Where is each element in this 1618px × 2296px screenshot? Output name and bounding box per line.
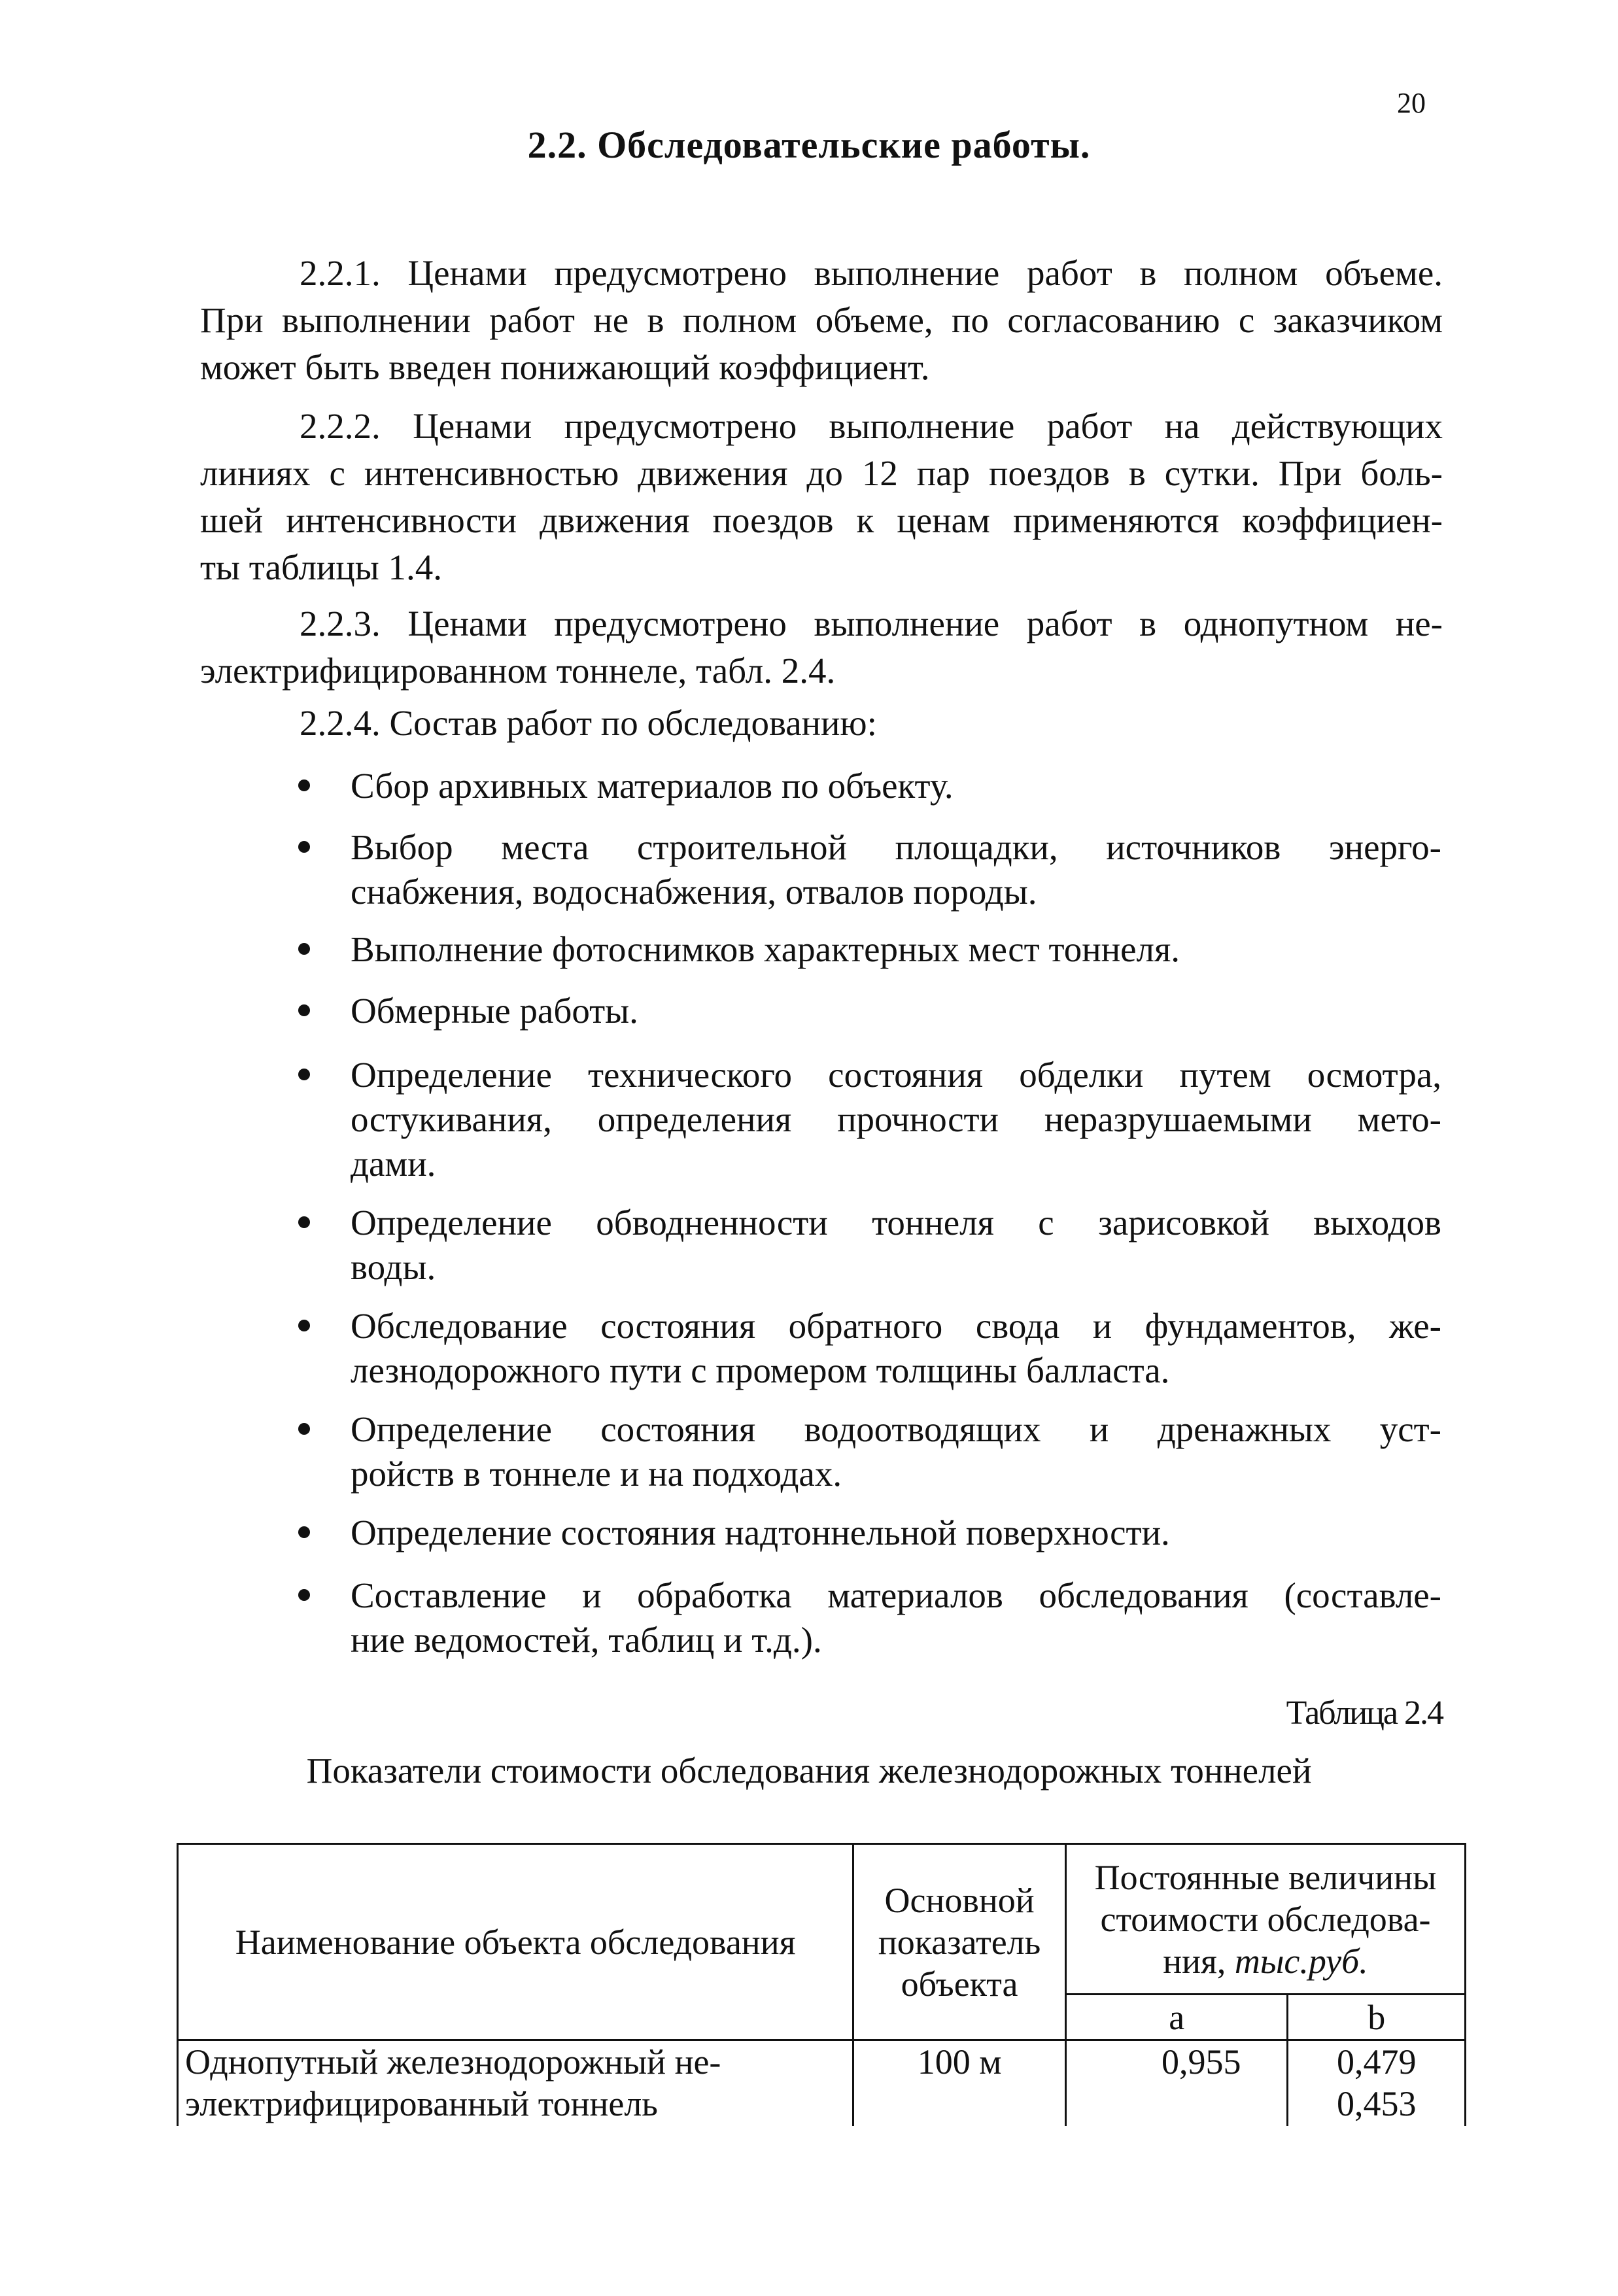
bullet-icon bbox=[298, 1004, 310, 1016]
cell-b: 0,479 0,453 bbox=[1288, 2040, 1466, 2127]
table-row bbox=[178, 2040, 1466, 2127]
bullet-line: снабжения, водоснабжения, отвалов породы. bbox=[351, 872, 1037, 912]
bullet-icon bbox=[298, 1069, 310, 1080]
table-caption: Таблица 2.4 bbox=[1286, 1694, 1443, 1732]
paragraph-line: может быть введен понижающий коэффициент. bbox=[200, 347, 930, 387]
paragraph-2-2-2 bbox=[200, 403, 1443, 591]
table-title: Показатели стоимости обследования железнодорожных тоннелей bbox=[306, 1751, 1312, 1791]
cost-table bbox=[177, 1843, 1466, 2126]
bullet-item bbox=[351, 989, 1441, 1033]
cell-indicator: 100 м bbox=[853, 2040, 1066, 2127]
header-object-name: Наименование объекта обследования bbox=[178, 1844, 853, 2040]
cell-a: 0,955 bbox=[1065, 2040, 1287, 2127]
bullet-line: Определение состояния надтоннельной поверхности. bbox=[351, 1513, 1170, 1552]
paragraph-line: линиях с интенсивностью движения до 12 пар поездов в сутки. При боль- bbox=[200, 453, 1443, 493]
bullet-icon bbox=[298, 780, 310, 791]
bullet-icon bbox=[298, 1526, 310, 1538]
bullet-line: ние ведомостей, таблиц и т.д.). bbox=[351, 1620, 822, 1660]
paragraph-2-2-4 bbox=[300, 700, 1444, 747]
bullet-line: Составление и обработка материалов обследования (составле- bbox=[351, 1575, 1441, 1615]
bullet-icon bbox=[298, 1589, 310, 1601]
bullet-item bbox=[351, 1304, 1441, 1393]
bullet-item bbox=[351, 1511, 1441, 1555]
bullet-line: Обмерные работы. bbox=[351, 991, 638, 1031]
bullet-line: ройств в тоннеле и на подходах. bbox=[351, 1454, 842, 1494]
paragraph-line: 2.2.1. Ценами предусмотрено выполнение работ в полном объеме. bbox=[300, 253, 1443, 293]
bullet-line: дами. bbox=[351, 1144, 436, 1184]
bullet-line: остукивания, определения прочности неразрушаемыми мето- bbox=[351, 1099, 1441, 1139]
paragraph-line: электрифицированном тоннеле, табл. 2.4. bbox=[200, 651, 836, 691]
paragraph-2-2-3 bbox=[200, 600, 1443, 694]
cell-object-name: Однопутный железнодорожный не- электрифицированный тоннель bbox=[178, 2040, 853, 2127]
bullet-icon bbox=[298, 841, 310, 853]
bullet-line: воды. bbox=[351, 1247, 436, 1287]
bullet-item bbox=[351, 1573, 1441, 1662]
header-col-b: b bbox=[1288, 1995, 1466, 2040]
bullet-item bbox=[351, 927, 1441, 972]
bullet-item bbox=[351, 1053, 1441, 1186]
paragraph-line: 2.2.3. Ценами предусмотрено выполнение работ в однопутном не- bbox=[300, 604, 1443, 643]
bullet-line: Определение обводненности тоннеля с зарисовкой выходов bbox=[351, 1203, 1441, 1242]
paragraph-line: 2.2.2. Ценами предусмотрено выполнение работ на действующих bbox=[300, 406, 1443, 446]
bullet-icon bbox=[298, 943, 310, 955]
header-main-indicator: Основной показатель объекта bbox=[853, 1844, 1066, 2040]
section-title: 2.2. Обследовательские работы. bbox=[527, 124, 1091, 166]
paragraph-line: шей интенсивности движения поездов к ценам применяются коэффициен- bbox=[200, 500, 1443, 540]
paragraph-line: При выполнении работ не в полном объеме, по согласованию с заказчиком bbox=[200, 300, 1443, 340]
header-constant-values: Постоянные величины стоимости обследова- ния, тыс.руб. bbox=[1065, 1844, 1465, 1995]
paragraph-2-2-1 bbox=[200, 250, 1443, 391]
bullet-line: Выбор места строительной площадки, источников энерго- bbox=[351, 827, 1441, 867]
bullet-icon bbox=[298, 1320, 310, 1331]
header-unit: тыс.руб. bbox=[1234, 1941, 1368, 1981]
bullet-line: Сбор архивных материалов по объекту. bbox=[351, 766, 954, 806]
header-col-a: а bbox=[1065, 1995, 1287, 2040]
bullet-item bbox=[351, 764, 1441, 808]
page-number: 20 bbox=[1397, 87, 1426, 119]
bullet-item bbox=[351, 1201, 1441, 1290]
bullet-line: Определение состояния водоотводящих и дренажных уст- bbox=[351, 1409, 1441, 1449]
bullet-icon bbox=[298, 1423, 310, 1435]
bullet-line: Выполнение фотоснимков характерных мест тоннеля. bbox=[351, 929, 1180, 969]
bullet-line: лезнодорожного пути с промером толщины балласта. bbox=[351, 1350, 1170, 1390]
bullet-item bbox=[351, 1407, 1441, 1496]
paragraph-line: 2.2.4. Состав работ по обследованию: bbox=[300, 703, 877, 743]
bullet-line: Обследование состояния обратного свода и фундаментов, же- bbox=[351, 1306, 1441, 1346]
paragraph-line: ты таблицы 1.4. bbox=[200, 547, 442, 587]
bullet-item bbox=[351, 825, 1441, 914]
bullet-icon bbox=[298, 1216, 310, 1228]
bullet-line: Определение технического состояния обделки путем осмотра, bbox=[351, 1055, 1441, 1095]
